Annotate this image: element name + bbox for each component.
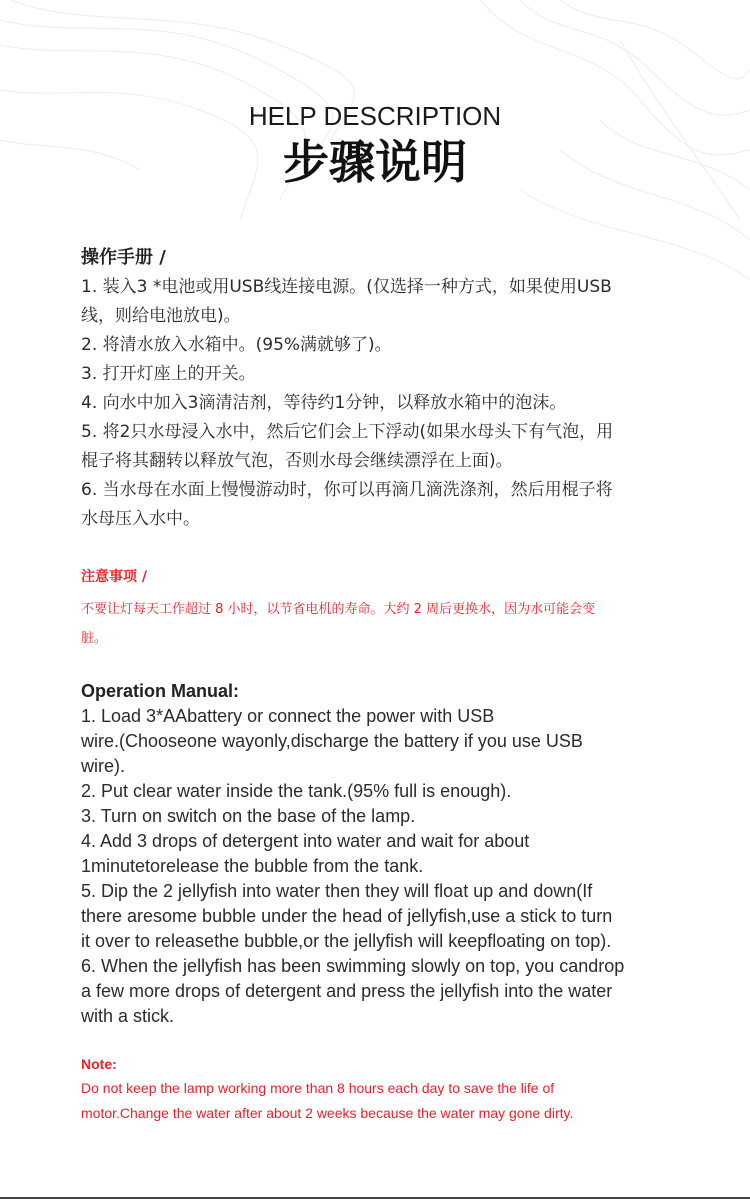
- en-note-line: motor.Change the water after about 2 weeks because the water may gone dirty.: [81, 1105, 574, 1121]
- zh-manual-line: 水母压入水中。: [81, 509, 200, 529]
- en-manual-line: 5. Dip the 2 jellyfish into water then they will float up and down(If: [81, 881, 593, 901]
- en-operation-manual: [81, 678, 681, 1029]
- zh-manual-line: 5. 将2只水母浸入水中，然后它们会上下浮动(如果水母头下有气泡，用: [81, 422, 614, 442]
- bottom-divider: [0, 1197, 750, 1199]
- en-manual-line: wire.(Chooseone wayonly,discharge the battery if you use USB: [81, 731, 583, 751]
- en-manual-line: it over to releasethe bubble,or the jellyfish will keepfloating on top).: [81, 931, 612, 951]
- zh-manual-line: 3. 打开灯座上的开关。: [81, 364, 256, 384]
- zh-operation-manual: [81, 244, 676, 534]
- en-note-heading: Note:: [81, 1056, 117, 1072]
- zh-note-heading: 注意事项 /: [81, 569, 147, 585]
- zh-note-line: 脏。: [81, 631, 108, 646]
- zh-manual-line: 线，则给电池放电)。: [81, 306, 241, 326]
- zh-note-line: 不要让灯每天工作超过 8 小时，以节省电机的寿命。大约 2 周后更换水，因为水可能会变: [81, 602, 596, 617]
- zh-manual-line: 1. 装入3 *电池或用USB线连接电源。(仅选择一种方式，如果使用USB: [81, 277, 612, 297]
- en-manual-line: 4. Add 3 drops of detergent into water and wait for about: [81, 831, 530, 851]
- zh-manual-heading: 操作手册 /: [81, 247, 166, 268]
- en-manual-line: there aresome bubble under the head of jellyfish,use a stick to turn: [81, 906, 613, 926]
- en-manual-heading: Operation Manual:: [81, 681, 240, 701]
- en-note-line: Do not keep the lamp working more than 8 hours each day to save the life of: [81, 1080, 555, 1096]
- en-manual-line: 6. When the jellyfish has been swimming slowly on top, you candrop: [81, 956, 625, 976]
- page-title-en: HELP DESCRIPTION: [248, 101, 502, 131]
- en-manual-line: 2. Put clear water inside the tank.(95% full is enough).: [81, 781, 512, 801]
- en-note-section: [81, 1052, 676, 1126]
- zh-note-section: [81, 566, 676, 653]
- zh-manual-line: 4. 向水中加入3滴清洁剂，等待约1分钟，以释放水箱中的泡沫。: [81, 393, 567, 413]
- en-manual-line: 1minutetorelease the bubble from the tank.: [81, 856, 424, 876]
- zh-manual-line: 6. 当水母在水面上慢慢游动时，你可以再滴几滴洗涤剂，然后用棍子将: [81, 480, 613, 500]
- en-manual-line: 3. Turn on switch on the base of the lamp.: [81, 806, 416, 826]
- en-manual-line: with a stick.: [81, 1006, 175, 1026]
- zh-manual-line: 2. 将清水放入水箱中。(95%满就够了)。: [81, 335, 392, 355]
- en-manual-line: wire).: [81, 756, 125, 776]
- en-manual-line: a few more drops of detergent and press the jellyfish into the water: [81, 981, 613, 1001]
- page-title-zh: 步骤说明: [283, 135, 467, 189]
- zh-manual-line: 棍子将其翻转以释放气泡，否则水母会继续漂浮在上面)。: [81, 451, 513, 471]
- en-manual-line: 1. Load 3*AAbattery or connect the power with USB: [81, 706, 495, 726]
